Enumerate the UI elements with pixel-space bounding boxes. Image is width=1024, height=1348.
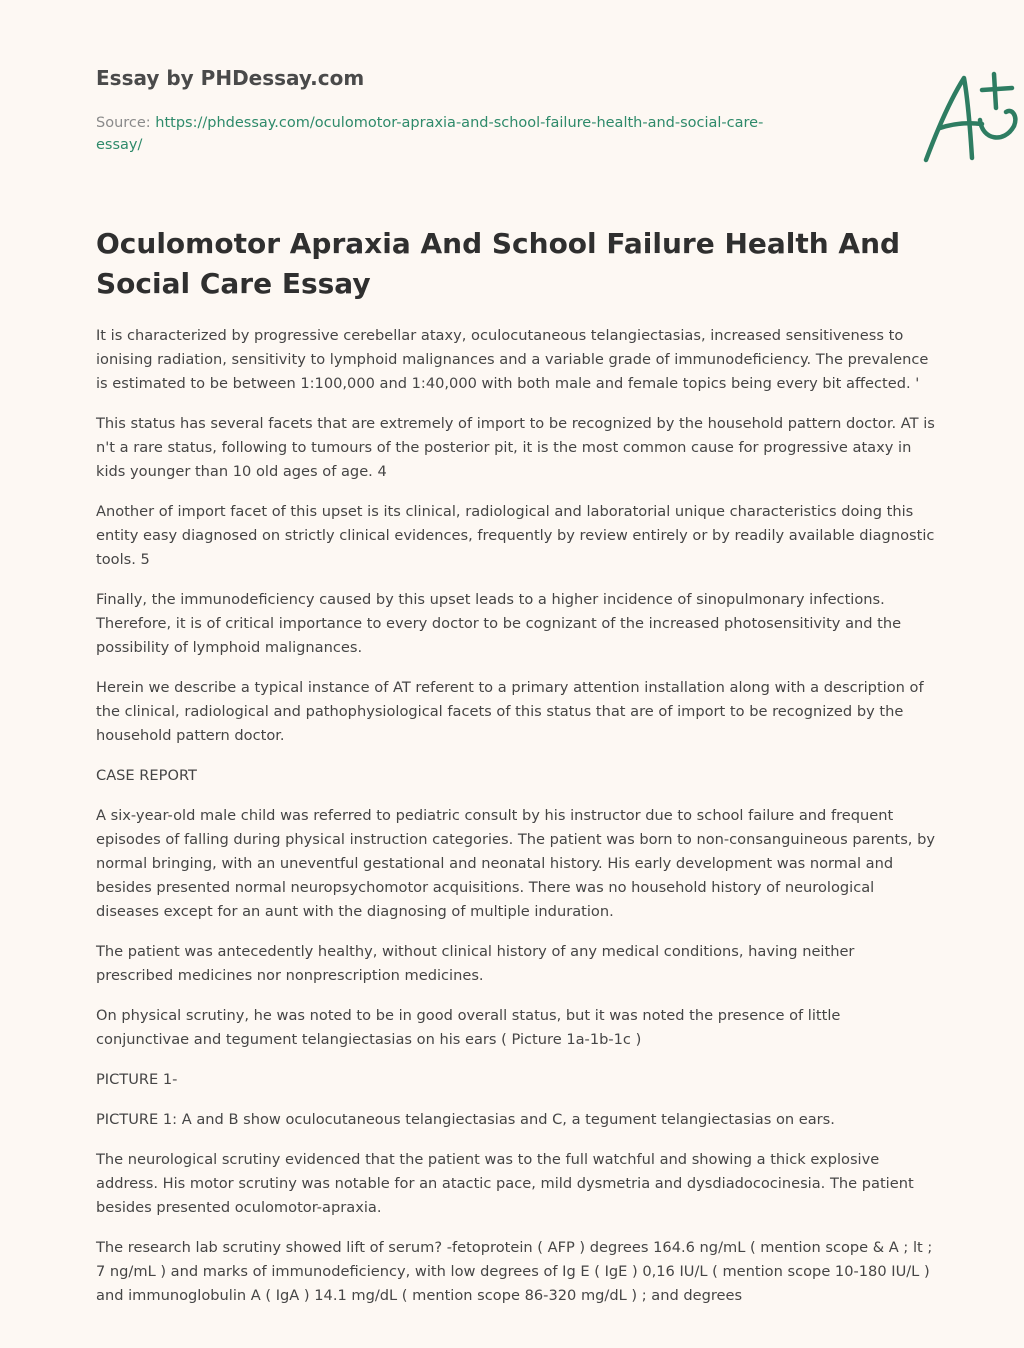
picture-caption: PICTURE 1: A and B show oculocutaneous telangiectasias and C, a tegument telangiectasias on ears. (96, 1111, 835, 1128)
site-title: Essay by PHDessay.com (96, 66, 365, 90)
paragraph: Another of import facet of this upset is its clinical, radiological and laboratorial unique characteristics doing this entity easy diagnosed on strictly clinical evidences, frequently by review entirely or by readily available diagnostic tools. 5 (96, 503, 935, 568)
essay-body (96, 324, 936, 1324)
paragraph: This status has several facets that are extremely of import to be recognized by the household pattern doctor. AT is n't a rare status, following to tumours of the posterior pit, it is the most common cause for progressive ataxy in kids younger than 10 old ages of age. 4 (96, 415, 935, 480)
source-label: Source: (96, 115, 156, 131)
picture-label: PICTURE 1- (96, 1071, 178, 1088)
essay-title: Oculomotor Apraxia And School Failure Health And Social Care Essay (96, 227, 901, 300)
paragraph: Herein we describe a typical instance of AT referent to a primary attention installation along with a description of the clinical, radiological and pathophysiological facets of this status that are of import to be recognized by the household pattern doctor. (96, 679, 924, 744)
source-line (96, 112, 776, 156)
paragraph: A six-year-old male child was referred to pediatric consult by his instructor due to school failure and frequent episodes of falling during physical instruction categories. The patient was born to non-consanguineous parents, by normal bringing, with an uneventful gestational and neonatal history. His early development was normal and besides presented normal neuropsychomotor acquisitions. There was no household history of neurological diseases except for an aunt with the diagnosing of multiple induration. (96, 807, 935, 920)
section-heading-case-report: CASE REPORT (96, 767, 197, 784)
paragraph: The patient was antecedently healthy, without clinical history of any medical conditions, having neither prescribed medicines nor nonprescription medicines. (96, 943, 855, 984)
a-plus-logo-icon (916, 66, 1024, 166)
paragraph: On physical scrutiny, he was noted to be in good overall status, but it was noted the presence of little conjunctivae and tegument telangiectasias on his ears ( Picture 1a-1b-1c ) (96, 1007, 841, 1048)
source-link[interactable]: https://phdessay.com/oculomotor-apraxia-and-school-failure-health-and-social-care-essay/ (96, 115, 764, 153)
paragraph: Finally, the immunodeficiency caused by this upset leads to a higher incidence of sinopulmonary infections. Therefore, it is of critical importance to every doctor to be cognizant of the increased photosensitivity and the possibility of lymphoid malignances. (96, 591, 902, 656)
paragraph: It is characterized by progressive cerebellar ataxy, oculocutaneous telangiectasias, increased sensitiveness to ionising radiation, sensitivity to lymphoid malignances and a variable grade of immunodeficiency. The prevalence is estimated to be between 1:100,000 and 1:40,000 with both male and female topics being every bit affected. ' (96, 327, 929, 392)
paragraph: The research lab scrutiny showed lift of serum? -fetoprotein ( AFP ) degrees 164.6 ng/mL ( mention scope & A ; lt ; 7 ng/mL ) and marks of immunodeficiency, with low degrees of Ig E ( IgE ) 0,16 IU/L ( mention scope 10-180 IU/L ) and immunoglobulin A ( IgA ) 14.1 mg/dL ( mention scope 86-320 mg/dL ) ; and degrees (96, 1239, 933, 1304)
paragraph: The neurological scrutiny evidenced that the patient was to the full watchful and showing a thick explosive address. His motor scrutiny was notable for an atactic pace, mild dysmetria and dysdiadococinesia. The patient besides presented oculomotor-apraxia. (96, 1151, 914, 1216)
